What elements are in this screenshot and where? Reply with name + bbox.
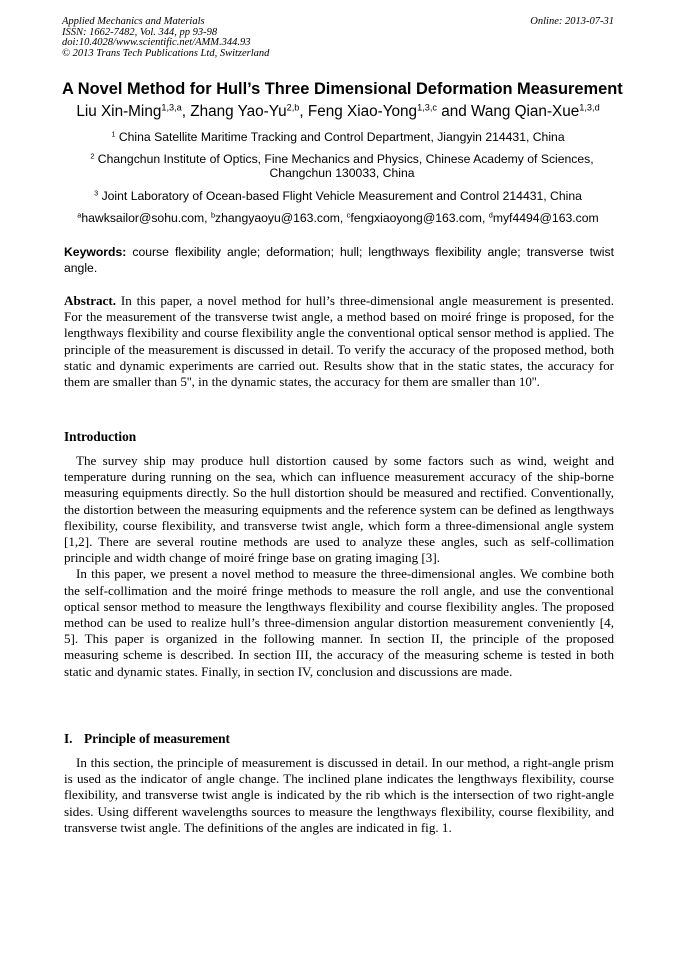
issn-line: ISSN: 1662-7482, Vol. 344, pp 93-98 <box>62 26 218 38</box>
affiliation-text: Changchun Institute of Optics, Fine Mechanics and Physics, Chinese Academy of Sciences, Changchun 130033, China <box>97 152 594 180</box>
author-affiliation-marker: 2,b <box>286 102 300 113</box>
paragraph: In this paper, we present a novel method to measure the three-dimensional angles. We combine both the self-collimation and the moiré fringe methods to measure the roll angle, and use the conventional optical sensor method to measure the lengthways flexibility and course flexibility angles. The proposed method can be used to realize hull’s three-dimension angular distortion measurement conveniently [4, 5]. This paper is organized in the following manner. In section II, the principle of the proposed measuring scheme is described. In section III, the accuracy of the measuring scheme is tested in both static and dynamic states. Finally, in section IV, conclusion and discussions are made. <box>64 566 614 679</box>
keywords-text: course flexibility angle; deformation; hull; lengthways flexibility angle; transverse twist angle. <box>64 245 614 275</box>
email-marker: c <box>346 210 351 220</box>
abstract <box>64 293 614 390</box>
author-name: Wang Qian-Xue <box>470 103 580 120</box>
copyright-line: © 2013 Trans Tech Publications Ltd, Switzerland <box>62 47 270 59</box>
email-separator: , <box>339 211 347 225</box>
principle-body <box>64 755 614 836</box>
section-title: Principle of measurement <box>84 731 230 746</box>
author-name: Zhang Yao-Yu <box>190 103 287 120</box>
paragraph: In this section, the principle of measurement is discussed in detail. In our method, a right-angle prism is used as the indicator of angle change. The inclined plane indicates the lengthways flexibility, course flexibility, and transverse twist angle is indicated by the rib which is the intersection of two right-angle sides. Using different wavelengths sources to measure the lengthways flexibility, course flexibility, and transverse twist angle. The definitions of the angles are indicated in fig. 1. <box>64 755 614 835</box>
section-heading-principle <box>64 731 230 747</box>
affiliation-1 <box>62 130 614 144</box>
abstract-label: Abstract. <box>64 293 116 308</box>
paragraph: The survey ship may produce hull distortion caused by some factors such as wind, weight and temperature during running on the sea, which can influence measurement accuracy of the ship-borne measuring equipments directly. So the hull distortion should be measured and rectified. Conventionally, the distortion between the measuring equipments and the reference system can be defined as lengthways flexibility, course flexibility, and transverse twist angle, which form a three-dimensional angle system [1,2]. There are several routine methods are used to analyze these angles, such as self-collimation principle and width change of moiré fringe base on grating imaging [3]. <box>64 453 614 566</box>
online-date: Online: 2013-07-31 <box>530 16 614 27</box>
author-list <box>62 103 614 121</box>
section-number: I. <box>64 731 73 746</box>
keywords <box>64 245 614 276</box>
abstract-text: In this paper, a novel method for hull’s three-dimensional angle measurement is presented. For the measurement of the transverse twist angle, a method based on moiré fringe is proposed, for the lengthways flexibility and course flexibility angle the conventional optical sensor method is applied. The principle of the measurement is discussed in detail. To verify the accuracy of the proposed method, both static and dynamic experiments are carried out. Results show that in the static states, the accuracy for them are smaller than 5'', in the dynamic states, the accuracy for them are smaller than 10''. <box>64 293 614 390</box>
keywords-label: Keywords: <box>64 245 127 259</box>
affiliation-text: Joint Laboratory of Ocean-based Flight Vehicle Measurement and Control 214431, China <box>101 189 582 203</box>
author-separator: , <box>299 103 308 120</box>
email-separator: , <box>481 211 489 225</box>
journal-header <box>62 17 269 59</box>
author-affiliation-marker: 1,3,a <box>161 102 182 113</box>
paper-title: A Novel Method for Hull’s Three Dimensional Deformation Measurement <box>62 80 623 98</box>
affiliation-text: China Satellite Maritime Tracking and Control Department, Jiangyin 214431, China <box>118 130 565 144</box>
author-affiliation-marker: 1,3,c <box>417 102 437 113</box>
email-link[interactable]: fengxiaoyong@163.com <box>350 211 482 225</box>
author-affiliation-marker: 1,3,d <box>579 102 600 113</box>
email-marker: b <box>210 210 216 220</box>
email-list <box>62 211 614 225</box>
email-marker: a <box>77 210 82 220</box>
affiliation-2 <box>82 152 602 180</box>
affiliation-marker: 2 <box>90 151 95 161</box>
author-name: Feng Xiao-Yong <box>307 103 418 120</box>
journal-name: Applied Mechanics and Materials <box>62 16 205 27</box>
affiliation-3 <box>62 189 614 203</box>
introduction-body <box>64 453 614 680</box>
author-name: Liu Xin-Ming <box>76 103 162 120</box>
author-separator: , <box>181 103 191 120</box>
doi-line: doi:10.4028/www.scientific.net/AMM.344.93 <box>62 37 251 48</box>
email-separator: , <box>204 211 211 225</box>
email-marker: d <box>488 210 493 220</box>
email-link[interactable]: hawksailor@sohu.com <box>81 211 205 225</box>
affiliation-marker: 3 <box>94 188 99 198</box>
author-separator: and <box>436 103 471 120</box>
affiliation-marker: 1 <box>111 129 116 139</box>
email-link[interactable]: myf4494@163.com <box>492 211 599 225</box>
section-heading-introduction: Introduction <box>64 429 137 444</box>
email-link[interactable]: zhangyaoyu@163.com <box>215 211 340 225</box>
